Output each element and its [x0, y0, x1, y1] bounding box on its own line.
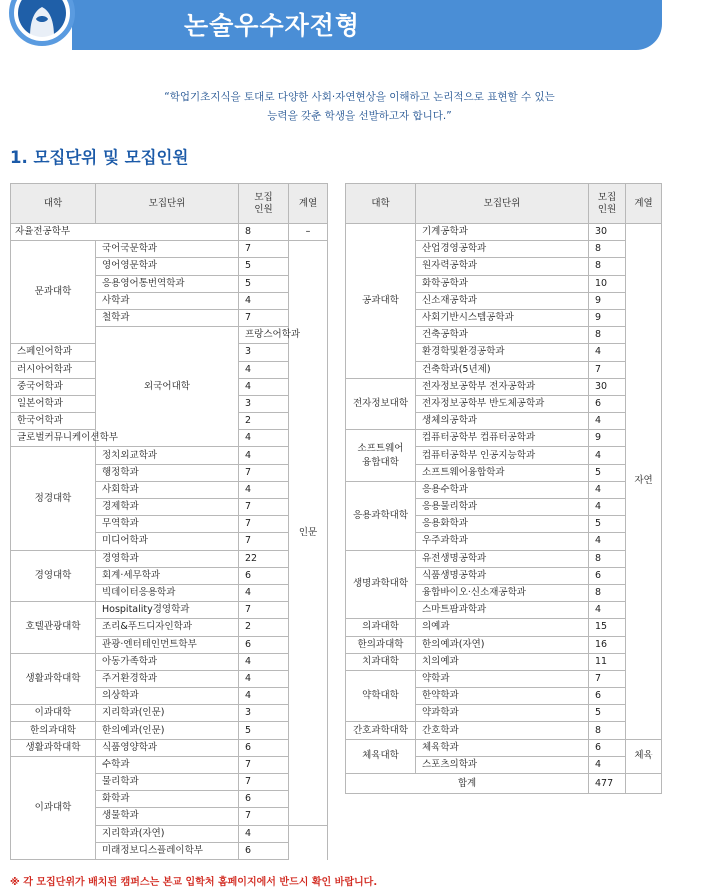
- unit-cell: 원자력공학과: [416, 258, 589, 275]
- college-cell: 호텔관광대학: [11, 602, 96, 654]
- unit-cell: 스포츠의학과: [416, 756, 589, 773]
- unit-cell: 지리학과(인문): [96, 705, 239, 722]
- table-header-row: [346, 184, 662, 224]
- unit-cell: 사회학과: [96, 481, 239, 498]
- table-row: [11, 241, 328, 258]
- table-row: [11, 550, 328, 567]
- college-cell: 생명과학대학: [346, 550, 416, 619]
- quota-cell: 4: [239, 361, 289, 378]
- unit-cell: 약과학과: [416, 705, 589, 722]
- unit-cell: 영어영문학과: [96, 258, 239, 275]
- unit-cell: 빅데이터응용학과: [96, 584, 239, 601]
- quota-cell: 7: [589, 670, 626, 687]
- total-row: [346, 774, 662, 794]
- quota-table-left: [10, 183, 328, 860]
- quota-cell: 6: [239, 842, 289, 859]
- unit-cell: 산업경영공학과: [416, 241, 589, 258]
- quota-cell: 7: [589, 361, 626, 378]
- college-cell: 이과대학: [11, 756, 96, 859]
- quota-cell: 4: [239, 653, 289, 670]
- quota-cell: 5: [589, 705, 626, 722]
- quota-cell: 9: [589, 292, 626, 309]
- quota-cell: 6: [589, 739, 626, 756]
- quota-cell: 8: [589, 722, 626, 739]
- unit-cell: 글로벌커뮤니케이션학부: [11, 430, 96, 447]
- track-cell: 인문: [289, 241, 328, 825]
- table-row: [11, 653, 328, 670]
- quota-cell: 8: [589, 584, 626, 601]
- unit-cell: 치의예과: [416, 653, 589, 670]
- unit-cell: 융합바이오·신소재공학과: [416, 584, 589, 601]
- quota-cell: 8: [589, 327, 626, 344]
- unit-cell: Hospitality경영학과: [96, 602, 239, 619]
- quota-cell: 8: [239, 224, 289, 241]
- college-cell: 의과대학: [346, 619, 416, 636]
- unit-cell: 식품생명공학과: [416, 567, 589, 584]
- quota-cell: 6: [589, 395, 626, 412]
- quota-cell: 6: [589, 688, 626, 705]
- quota-cell: 4: [589, 481, 626, 498]
- table-row: [11, 224, 328, 241]
- college-cell: 이과대학: [11, 705, 96, 722]
- total-label: 합계: [346, 774, 589, 794]
- quota-cell: 6: [239, 567, 289, 584]
- unit-cell: 응용수학과: [416, 481, 589, 498]
- unit-cell: 컴퓨터공학부 인공지능학과: [416, 447, 589, 464]
- college-cell: 응용과학대학: [346, 481, 416, 550]
- unit-cell: 스페인어학과: [11, 344, 96, 361]
- quota-cell: 8: [589, 550, 626, 567]
- unit-cell: 기계공학과: [416, 224, 589, 241]
- quota-cell: 9: [589, 309, 626, 326]
- total-empty: [626, 774, 662, 794]
- unit-cell: 체육학과: [416, 739, 589, 756]
- lion-emblem-icon: [18, 0, 66, 37]
- quota-cell: 4: [589, 344, 626, 361]
- table-row: [11, 705, 328, 722]
- college-cell: 한의과대학: [346, 636, 416, 653]
- unit-cell: 중국어학과: [11, 378, 96, 395]
- unit-cell: 의예과: [416, 619, 589, 636]
- college-cell: 간호과학대학: [346, 722, 416, 739]
- table-row: [346, 378, 662, 395]
- unit-cell: 회계·세무학과: [96, 567, 239, 584]
- college-cell: 공과대학: [346, 224, 416, 379]
- quota-cell: 22: [239, 550, 289, 567]
- table-row: [346, 670, 662, 687]
- quota-cell: 11: [589, 653, 626, 670]
- quota-cell: 3: [239, 344, 289, 361]
- quota-cell: 7: [239, 516, 289, 533]
- unit-cell: 주거환경학과: [96, 670, 239, 687]
- college-cell: 문과대학: [11, 241, 96, 344]
- unit-cell: 응용화학과: [416, 516, 589, 533]
- unit-cell: 약학과: [416, 670, 589, 687]
- college-cell: 경영대학: [11, 550, 96, 602]
- table-row: [11, 739, 328, 756]
- quota-cell: 5: [239, 722, 289, 739]
- table-row: [346, 481, 662, 498]
- college-cell: 생활과학대학: [11, 739, 96, 756]
- college-cell: 생활과학대학: [11, 653, 96, 705]
- intro-line-1: “학업기초지식을 토대로 다양한 사회·자연현상을 이해하고 논리적으로 표현할 수 있는: [164, 91, 555, 103]
- college-cell: 한의과대학: [11, 722, 96, 739]
- college-cell: 소프트웨어 융합대학: [346, 430, 416, 482]
- table-row: [11, 722, 328, 739]
- unit-cell: 컴퓨터공학부 컴퓨터공학과: [416, 430, 589, 447]
- quota-cell: 5: [239, 275, 289, 292]
- unit-cell: 철학과: [96, 309, 239, 326]
- quota-cell: 4: [589, 447, 626, 464]
- quota-cell: 5: [589, 516, 626, 533]
- unit-cell: 생물학과: [96, 808, 239, 825]
- footnote: ※ 각 모집단위가 배치된 캠퍼스는 본교 입학처 홈페이지에서 반드시 확인 바랍니다.: [10, 877, 378, 888]
- college-cell: 치과대학: [346, 653, 416, 670]
- header-college: 대학: [11, 184, 96, 224]
- unit-cell: 지리학과(자연): [96, 825, 239, 842]
- college-cell: 전자정보대학: [346, 378, 416, 430]
- unit-cell: 한약학과: [416, 688, 589, 705]
- quota-cell: 16: [589, 636, 626, 653]
- unit-cell: 건축학과(5년제): [416, 361, 589, 378]
- track-cell: 자연: [626, 224, 662, 740]
- quota-cell: 4: [239, 688, 289, 705]
- quota-cell: 8: [589, 258, 626, 275]
- table-row: [11, 447, 328, 464]
- quota-cell: 4: [239, 584, 289, 601]
- table-header-row: [11, 184, 328, 224]
- unit-cell: 경영학과: [96, 550, 239, 567]
- unit-cell: 식품영양학과: [96, 739, 239, 756]
- table-row: [346, 722, 662, 739]
- header-college: 대학: [346, 184, 416, 224]
- unit-cell: 관광·엔터테인먼트학부: [96, 636, 239, 653]
- title-banner: [72, 0, 662, 50]
- quota-cell: 6: [589, 567, 626, 584]
- table-row: [346, 550, 662, 567]
- quota-cell: 3: [239, 395, 289, 412]
- table-row: [346, 636, 662, 653]
- table-row: [11, 602, 328, 619]
- quota-cell: 7: [239, 756, 289, 773]
- unit-cell: 미디어학과: [96, 533, 239, 550]
- table-row: [11, 756, 328, 773]
- track-cell: 체육: [626, 739, 662, 773]
- table-row: [346, 653, 662, 670]
- unit-cell: 소프트웨어융합학과: [416, 464, 589, 481]
- quota-cell: 6: [239, 636, 289, 653]
- unit-cell: 프랑스어학과: [239, 327, 289, 344]
- quota-cell: 8: [589, 241, 626, 258]
- quota-cell: 7: [239, 241, 289, 258]
- header-unit: 모집단위: [96, 184, 239, 224]
- unit-cell: 사회기반시스템공학과: [416, 309, 589, 326]
- table-row: [346, 739, 662, 756]
- unit-cell: 한의예과(자연): [416, 636, 589, 653]
- quota-cell: 4: [239, 430, 289, 447]
- college-cell: 체육대학: [346, 739, 416, 773]
- unit-cell: 유전생명공학과: [416, 550, 589, 567]
- page-title: 논술우수자전형: [184, 11, 361, 40]
- unit-cell: 한국어학과: [11, 413, 96, 430]
- quota-cell: 3: [239, 705, 289, 722]
- unit-cell: 전자정보공학부 전자공학과: [416, 378, 589, 395]
- unit-cell: 무역학과: [96, 516, 239, 533]
- quota-cell: 4: [589, 413, 626, 430]
- unit-cell: 사학과: [96, 292, 239, 309]
- quota-cell: 7: [239, 499, 289, 516]
- unit-cell: 우주과학과: [416, 533, 589, 550]
- unit-cell: 화학공학과: [416, 275, 589, 292]
- quota-cell: 4: [589, 499, 626, 516]
- unit-cell: 물리학과: [96, 774, 239, 791]
- unit-cell: 스마트팜과학과: [416, 602, 589, 619]
- unit-cell: 응용영어통번역학과: [96, 275, 239, 292]
- quota-cell: 30: [589, 378, 626, 395]
- unit-cell: 국어국문학과: [96, 241, 239, 258]
- quota-cell: 7: [239, 533, 289, 550]
- header-quota: 모집 인원: [239, 184, 289, 224]
- unit-cell: 러시아어학과: [11, 361, 96, 378]
- table-row: [346, 430, 662, 447]
- quota-cell: 4: [589, 602, 626, 619]
- quota-cell: 7: [239, 774, 289, 791]
- quota-cell: 4: [239, 447, 289, 464]
- total-quota: 477: [589, 774, 626, 794]
- intro-line-2: 능력을 갖춘 학생을 선발하고자 합니다.”: [267, 110, 452, 122]
- quota-cell: 7: [239, 602, 289, 619]
- unit-cell: 행정학과: [96, 464, 239, 481]
- quota-cell: 9: [589, 430, 626, 447]
- table-row: [346, 619, 662, 636]
- quota-cell: 2: [239, 619, 289, 636]
- quota-cell: 6: [239, 791, 289, 808]
- unit-cell: 정치외교학과: [96, 447, 239, 464]
- college-cell: 자율전공학부: [11, 224, 239, 241]
- quota-cell: 4: [239, 378, 289, 395]
- unit-cell: 의상학과: [96, 688, 239, 705]
- unit-cell: 한의예과(인문): [96, 722, 239, 739]
- track-cell: –: [289, 224, 328, 241]
- header-track: 계열: [626, 184, 662, 224]
- unit-cell: 화학과: [96, 791, 239, 808]
- unit-cell: 생체의공학과: [416, 413, 589, 430]
- quota-cell: 4: [239, 670, 289, 687]
- unit-cell: 건축공학과: [416, 327, 589, 344]
- quota-table-right: [345, 183, 662, 794]
- unit-cell: 환경학및환경공학과: [416, 344, 589, 361]
- quota-cell: 4: [589, 533, 626, 550]
- quota-cell: 5: [589, 464, 626, 481]
- quota-cell: 5: [239, 258, 289, 275]
- university-logo: [9, 0, 75, 46]
- unit-cell: 아동가족학과: [96, 653, 239, 670]
- unit-cell: 일본어학과: [11, 395, 96, 412]
- unit-cell: 미래정보디스플레이학부: [96, 842, 239, 859]
- quota-cell: 15: [589, 619, 626, 636]
- unit-cell: 응용물리학과: [416, 499, 589, 516]
- quota-cell: 2: [239, 413, 289, 430]
- table-row: [346, 224, 662, 241]
- college-cell: 약학대학: [346, 670, 416, 722]
- unit-cell: 신소재공학과: [416, 292, 589, 309]
- header-track: 계열: [289, 184, 328, 224]
- quota-cell: 7: [239, 309, 289, 326]
- unit-cell: 조리&푸드디자인학과: [96, 619, 239, 636]
- section-title: 1. 모집단위 및 모집인원: [10, 148, 189, 167]
- quota-cell: 4: [589, 756, 626, 773]
- header-unit: 모집단위: [416, 184, 589, 224]
- quota-cell: 4: [239, 292, 289, 309]
- unit-cell: 수학과: [96, 756, 239, 773]
- header-quota: 모집 인원: [589, 184, 626, 224]
- unit-cell: 간호학과: [416, 722, 589, 739]
- quota-cell: 4: [239, 825, 289, 842]
- quota-cell: 10: [589, 275, 626, 292]
- quota-cell: 4: [239, 481, 289, 498]
- quota-cell: 30: [589, 224, 626, 241]
- unit-cell: 전자정보공학부 반도체공학과: [416, 395, 589, 412]
- unit-cell: 경제학과: [96, 499, 239, 516]
- college-cell: 외국어대학: [96, 327, 239, 447]
- quota-cell: 7: [239, 808, 289, 825]
- quota-cell: 6: [239, 739, 289, 756]
- college-cell: 정경대학: [11, 447, 96, 550]
- quota-cell: 7: [239, 464, 289, 481]
